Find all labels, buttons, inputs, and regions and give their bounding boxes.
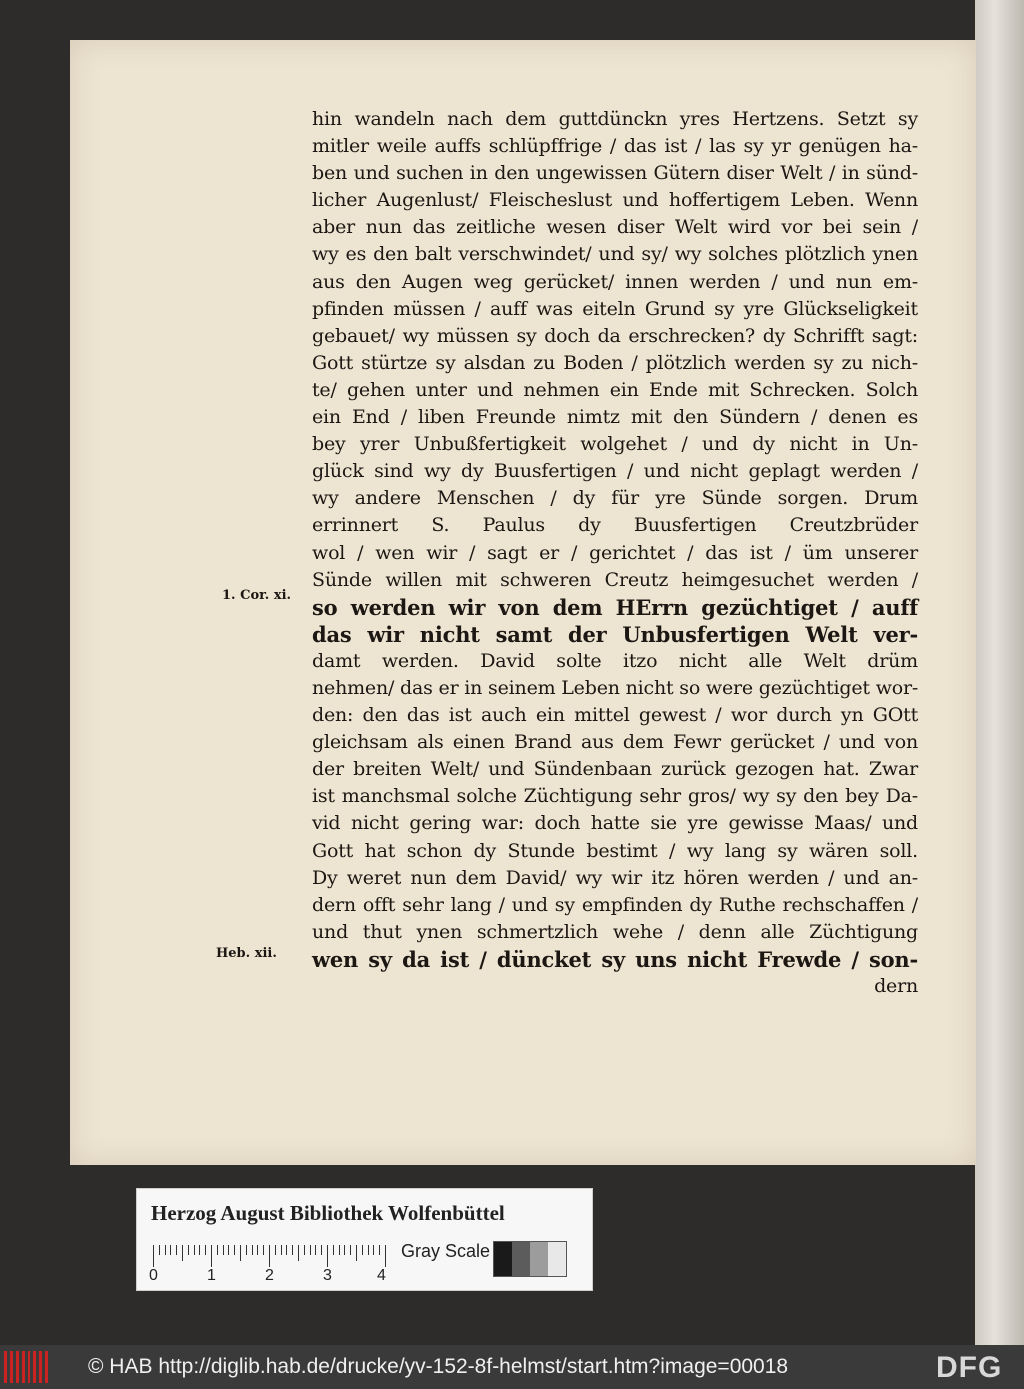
book-page xyxy=(70,40,976,1165)
text-line-emphasis: das wir nicht samt der Unbusfertigen Welt ver- xyxy=(312,621,918,647)
catchword: dern xyxy=(874,975,918,997)
text-line: gleichsam als einen Brand aus dem Fewr gerücket / und von xyxy=(312,731,918,754)
ruler-tick xyxy=(159,1245,160,1255)
gray-swatch xyxy=(548,1242,566,1276)
ruler-tick xyxy=(188,1245,189,1255)
text-line: den: den das ist auch ein mittel gewest / wor durch yn GOtt xyxy=(312,704,918,727)
ruler-tick xyxy=(339,1245,340,1255)
text-line: nehmen/ das er in seinem Leben nicht so were gezüchtiget wor- xyxy=(312,676,919,699)
ruler-tick xyxy=(153,1245,154,1267)
ruler-tick xyxy=(205,1245,206,1255)
ruler-tick xyxy=(211,1245,212,1267)
ruler-tick xyxy=(170,1245,171,1255)
gray-swatch xyxy=(530,1242,548,1276)
ruler-tick xyxy=(304,1245,305,1255)
ruler-tick xyxy=(263,1245,264,1255)
text-line: ben und suchen in den ungewissen Gütern diser Welt / in sünd- xyxy=(312,162,918,185)
text-line: der breiten Welt/ und Sündenbaan zurück gezogen hat. Zwar xyxy=(312,758,918,781)
text-line: Gott stürtze sy alsdan zu Boden / plötzlich werden sy zu nich- xyxy=(312,351,918,374)
ruler-tick xyxy=(362,1245,363,1255)
ruler-tick xyxy=(182,1245,183,1261)
ruler-tick xyxy=(269,1245,270,1267)
copyright-link[interactable]: © HAB http://diglib.hab.de/drucke/yv-152-8f-helmst/start.htm?image=00018 xyxy=(88,1355,789,1378)
text-line: licher Augenlust/ Fleischeslust und hoffertigem Leben. Wenn xyxy=(312,189,918,212)
ruler-tick xyxy=(223,1245,224,1255)
ruler-tick xyxy=(246,1245,247,1255)
margin-reference: Heb. xii. xyxy=(216,946,277,961)
color-calibration-card xyxy=(136,1188,593,1291)
text-line: und thut ynen schmertzlich wehe / denn alle Züchtigung xyxy=(312,920,918,943)
ruler-tick xyxy=(176,1245,177,1255)
text-line: aus den Augen weg gerücket/ innen werden / und nun em- xyxy=(312,270,918,293)
margin-reference: 1. Cor. xi. xyxy=(222,588,292,603)
text-line: dern offt sehr lang / und sy empfinden dy Ruthe rechschaffen / xyxy=(312,893,918,916)
text-line: mitler weile auffs schlüpffrige / das ist / las sy yr genügen ha- xyxy=(312,135,918,158)
ruler-tick xyxy=(199,1245,200,1255)
dfg-logo: DFG xyxy=(936,1351,1003,1384)
text-line: wy es den balt verschwindet/ und sy/ wy solches plötzlich ynen xyxy=(312,243,918,266)
text-line: Sünde willen mit schweren Creutz heimgesuchet werden / xyxy=(312,568,918,591)
ruler-tick xyxy=(350,1245,351,1255)
ruler-tick xyxy=(315,1245,316,1255)
viewer-footer xyxy=(0,1345,1024,1389)
ruler-tick xyxy=(321,1245,322,1255)
gray-swatch xyxy=(494,1242,512,1276)
text-line: glück sind wy dy Buusfertigen / und nicht geplagt werden / xyxy=(312,460,918,483)
ruler-tick xyxy=(310,1245,311,1255)
ruler-number: 1 xyxy=(207,1267,216,1284)
ruler-number: 4 xyxy=(377,1267,386,1284)
text-line: damt werden. David solte itzo nicht alle Welt drüm xyxy=(312,649,918,672)
text-line: bey yrer Unbußfertigkeit wolgehet / und dy nicht in Un- xyxy=(312,433,918,456)
hab-logo-icon xyxy=(4,1351,48,1383)
ruler-tick xyxy=(275,1245,276,1255)
ruler-tick xyxy=(194,1245,195,1255)
ruler-tick xyxy=(344,1245,345,1255)
ruler-tick xyxy=(298,1245,299,1261)
ruler-tick xyxy=(252,1245,253,1255)
ruler-tick xyxy=(281,1245,282,1255)
text-line: errinnert S. Paulus dy Buusfertigen Creutzbrüder xyxy=(312,514,918,537)
ruler-tick xyxy=(286,1245,287,1255)
ruler-tick xyxy=(165,1245,166,1255)
text-line: ein End / liben Freunde nimtz mit den Sündern / denen es xyxy=(312,406,918,429)
text-line: vid nicht gering war: doch hatte sie yre gewisse Maas/ und xyxy=(312,812,918,835)
text-line: wol / wen wir / sagt er / gerichtet / das ist / üm unserer xyxy=(312,541,918,564)
ruler-tick xyxy=(368,1245,369,1255)
gray-scale-swatches xyxy=(493,1241,567,1277)
ruler-tick xyxy=(379,1245,380,1255)
text-line: gebauet/ wy müssen sy doch da erschrecken? dy Schrifft sagt: xyxy=(312,324,918,347)
ruler-tick xyxy=(257,1245,258,1255)
ruler-tick xyxy=(385,1245,386,1267)
adjacent-page-edge xyxy=(975,0,1024,1345)
ruler-tick xyxy=(373,1245,374,1255)
ruler-tick xyxy=(240,1245,241,1261)
ruler-tick xyxy=(217,1245,218,1255)
text-line-emphasis: wen sy da ist / düncket sy uns nicht Frewde / son- xyxy=(312,946,918,972)
text-line: ist manchsmal solche Züchtigung sehr gros/ wy sy den bey Da- xyxy=(312,785,918,808)
library-name: Herzog August Bibliothek Wolfenbüttel xyxy=(151,1201,505,1225)
gray-scale-label: Gray Scale xyxy=(401,1241,491,1261)
text-line: aber nun das zeitliche wesen diser Welt wird vor bei sein / xyxy=(312,216,918,239)
ruler-tick xyxy=(228,1245,229,1255)
text-line: hin wandeln nach dem guttdünckn yres Hertzens. Setzt sy xyxy=(312,108,918,130)
text-line: wy andere Menschen / dy für yre Sünde sorgen. Drum xyxy=(312,487,918,510)
text-line: pfinden müssen / auff was eiteln Grund sy yre Glückseligkeit xyxy=(312,297,918,320)
ruler-number: 0 xyxy=(149,1267,158,1284)
ruler-tick xyxy=(234,1245,235,1255)
ruler-icon xyxy=(153,1245,393,1267)
page-text xyxy=(312,106,918,1000)
text-line: Dy weret nun dem David/ wy wir itz hören werden / und an- xyxy=(312,866,918,889)
gray-swatch xyxy=(512,1242,530,1276)
ruler-tick xyxy=(333,1245,334,1255)
ruler-tick xyxy=(356,1245,357,1261)
ruler-tick xyxy=(327,1245,328,1267)
ruler-tick xyxy=(292,1245,293,1255)
text-line: te/ gehen unter und nehmen ein Ende mit Schrecken. Solch xyxy=(312,378,918,401)
ruler-number: 2 xyxy=(265,1267,274,1284)
ruler-number: 3 xyxy=(323,1267,332,1284)
text-line-emphasis: so werden wir von dem HErrn gezüchtiget / auff xyxy=(312,594,918,620)
text-line: Gott hat schon dy Stunde bestimt / wy lang sy wären soll. xyxy=(312,839,918,862)
